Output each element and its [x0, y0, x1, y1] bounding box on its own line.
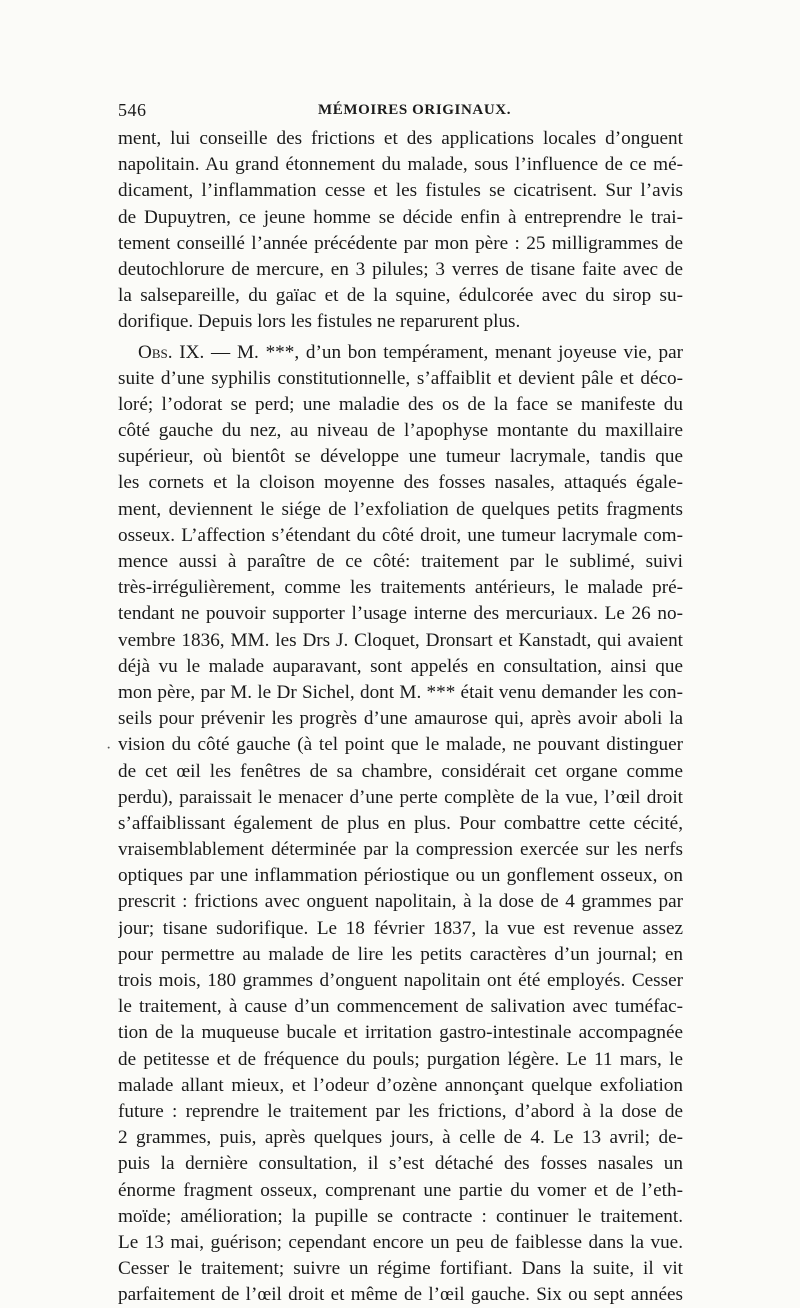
- paragraph-continuation: [118, 126, 683, 336]
- text-line: napolitain. Au grand étonnement du malade, sous l’influence de ce mé-: [118, 152, 683, 178]
- body-text: [118, 126, 683, 1308]
- text-line: de petitesse et de fréquence du pouls; purgation légère. Le 11 mars, le: [118, 1047, 683, 1073]
- text-line: dorifique. Depuis lors les fistules ne reparurent plus.: [118, 309, 683, 335]
- text-line-first: [118, 340, 683, 366]
- text-line: osseux. L’affection s’étendant du côté droit, une tumeur lacrymale com-: [118, 523, 683, 549]
- text-line: tendant ne pouvoir supporter l’usage interne des mercuriaux. Le 26 no-: [118, 601, 683, 627]
- text-line: de cet œil les fenêtres de sa chambre, considérait cet organe comme: [118, 759, 683, 785]
- running-head: [118, 100, 683, 124]
- running-title: MÉMOIRES ORIGINAUX.: [318, 102, 511, 119]
- text-line: trois mois, 180 grammes d’onguent napolitain ont été employés. Cesser: [118, 968, 683, 994]
- text-line: s’affaiblissant également de plus en plus. Pour combattre cette cécité,: [118, 811, 683, 837]
- text-line: Cesser le traitement; suivre un régime fortifiant. Dans la suite, il vit: [118, 1256, 683, 1282]
- text-line: loré; l’odorat se perd; une maladie des os de la face se manifeste du: [118, 392, 683, 418]
- text-line: puis la dernière consultation, il s’est détaché des fosses nasales un: [118, 1151, 683, 1177]
- text-line: énorme fragment osseux, comprenant une partie du vomer et de l’eth-: [118, 1178, 683, 1204]
- text-line: deutochlorure de mercure, en 3 pilules; 3 verres de tisane faite avec de: [118, 257, 683, 283]
- text-line: supérieur, où bientôt se développe une tumeur lacrymale, tandis que: [118, 444, 683, 470]
- observation-label: Obs. IX.: [138, 342, 204, 363]
- text-line: tement conseillé l’année précédente par mon père : 25 milligrammes de: [118, 231, 683, 257]
- text-line: future : reprendre le traitement par les frictions, d’abord à la dose de: [118, 1099, 683, 1125]
- text-line: Le 13 mai, guérison; cependant encore un peu de faiblesse dans la vue.: [118, 1230, 683, 1256]
- text-line: malade allant mieux, et l’odeur d’ozène annonçant quelque exfoliation: [118, 1073, 683, 1099]
- text-line: pour permettre au malade de lire les petits caractères d’un journal; en: [118, 942, 683, 968]
- text-line: vembre 1836, MM. les Drs J. Cloquet, Dronsart et Kanstadt, qui avaient: [118, 628, 683, 654]
- text-line: les cornets et la cloison moyenne des fosses nasales, attaqués égale-: [118, 470, 683, 496]
- text-line: moïde; amélioration; la pupille se contracte : continuer le traitement.: [118, 1204, 683, 1230]
- text-line: le traitement, à cause d’un commencement de salivation avec tuméfac-: [118, 994, 683, 1020]
- text-line: perdu), paraissait le menacer d’une perte complète de la vue, l’œil droit: [118, 785, 683, 811]
- observation-ix-paragraph: [118, 340, 683, 1308]
- text-line: vraisemblablement déterminée par la compression exercée sur les nerfs: [118, 837, 683, 863]
- text-line: parfaitement de l’œil droit et même de l’œil gauche. Six ou sept années: [118, 1282, 683, 1308]
- text-line: ment, deviennent le siége de l’exfoliation de quelques petits fragments: [118, 497, 683, 523]
- margin-mark: ·: [106, 740, 111, 758]
- text-line: dicament, l’inflammation cesse et les fistules se cicatrisent. Sur l’avis: [118, 178, 683, 204]
- page-number: 546: [118, 100, 147, 121]
- text-line: ment, lui conseille des frictions et des applications locales d’onguent: [118, 126, 683, 152]
- text-line: seils pour prévenir les progrès d’une amaurose qui, après avoir aboli la: [118, 706, 683, 732]
- text-line: la salsepareille, du gaïac et de la squine, édulcorée avec du sirop su-: [118, 283, 683, 309]
- text-line: très-irrégulièrement, comme les traitements antérieurs, le malade pré-: [118, 575, 683, 601]
- text-line: de Dupuytren, ce jeune homme se décide enfin à entreprendre le trai-: [118, 205, 683, 231]
- text-line: déjà vu le malade auparavant, sont appelés en consultation, ainsi que: [118, 654, 683, 680]
- text-line: vision du côté gauche (à tel point que le malade, ne pouvant distinguer: [118, 732, 683, 758]
- text-line: 2 grammes, puis, après quelques jours, à celle de 4. Le 13 avril; de-: [118, 1125, 683, 1151]
- text-line: côté gauche du nez, au niveau de l’apophyse montante du maxillaire: [118, 418, 683, 444]
- text-line: mon père, par M. le Dr Sichel, dont M. *** était venu demander les con-: [118, 680, 683, 706]
- observation-first-line: — M. ***, d’un bon tempérament, menant joyeuse vie, par: [204, 342, 683, 363]
- text-line: optiques par une inflammation périostique ou un gonflement osseux, on: [118, 863, 683, 889]
- text-line: mence aussi à paraître de ce côté: traitement par le sublimé, suivi: [118, 549, 683, 575]
- text-line: suite d’une syphilis constitutionnelle, s’affaiblit et devient pâle et déco-: [118, 366, 683, 392]
- text-line: tion de la muqueuse bucale et irritation gastro-intestinale accompagnée: [118, 1020, 683, 1046]
- text-line: jour; tisane sudorifique. Le 18 février 1837, la vue est revenue assez: [118, 916, 683, 942]
- text-line: prescrit : frictions avec onguent napolitain, à la dose de 4 grammes par: [118, 889, 683, 915]
